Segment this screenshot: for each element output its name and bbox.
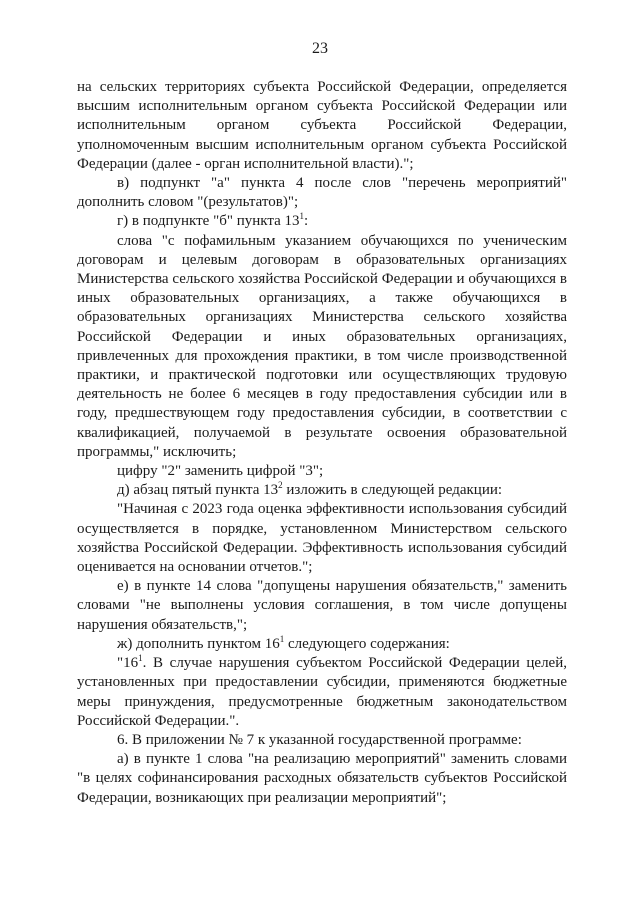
paragraph-text: "16 (117, 655, 139, 672)
paragraph-p1 (77, 78, 567, 174)
document-body (77, 78, 567, 808)
paragraph-p12 (77, 750, 567, 808)
paragraph-text: : (303, 213, 309, 230)
paragraph-text: "Начиная с 2023 года оценка эффективности использования субсидий осуществляется в порядке, установленном Министерством сельского хозяйства Российской Федерации. Эффективность использования субсидий оценивается на основании отчетов."; (77, 501, 567, 576)
superscript-index: 1 (138, 653, 143, 664)
superscript-index: 1 (279, 633, 285, 644)
paragraph-text: следующего содержания: (284, 635, 450, 652)
paragraph-p4 (77, 232, 567, 462)
paragraph-text: ж) дополнить пунктом 16 (117, 635, 280, 652)
paragraph-text: а) в пункте 1 слова "на реализацию мероприятий" заменить словами "в целях софинансирования расходных обязательств субъектов Российской Федерации, возникающих при реализации мероприятий"; (77, 751, 567, 806)
paragraph-p2 (77, 174, 567, 212)
paragraph-text: слова "с пофамильным указанием обучающихся по ученическим договорам и целевым договорам в образовательных организациях Министерства сельского хозяйства Российской Федерации и обучающихся в иных образовательных организациях, а также обучающихся в образовательных организациях Министерства сельского хозяйства Российской Федерации и иных образовательных организациях, привлеченных для прохождения практики, в том числе производственной практики, и практической подготовки или осуществляющих трудовую деятельность не более 6 месяцев в году предоставления субсидии или в году, предшествующем году предоставления субсидии, в соответствии с квалификацией, получаемой в результате освоения образовательной программы," исключить; (77, 232, 567, 460)
paragraph-text: цифру "2" заменить цифрой "3"; (117, 463, 324, 480)
superscript-index: 1 (299, 211, 304, 222)
paragraph-text: 6. В приложении № 7 к указанной государственной программе: (117, 731, 522, 748)
page-number: 23 (312, 40, 328, 57)
paragraph-text: . В случае нарушения субъектом Российской Федерации целей, установленных при предоставлении субсидии, применяются бюджетные меры принуждения, предусмотренные бюджетным законодательством Российской Федерации.". (77, 655, 567, 729)
paragraph-p7 (77, 500, 567, 577)
paragraph-p3 (77, 212, 567, 231)
paragraph-text: г) в подпункте "б" пункта 13 (117, 213, 300, 230)
paragraph-p5 (77, 462, 567, 481)
paragraph-p6 (77, 481, 567, 500)
paragraph-text: в) подпункт "а" пункта 4 после слов "перечень мероприятий" дополнить словом "(результатов)"; (77, 175, 567, 211)
paragraph-text: изложить в следующей редакции: (282, 482, 503, 499)
paragraph-text: на сельских территориях субъекта Российской Федерации, определяется высшим исполнительным органом субъекта Российской Федерации или исполнительным органом субъекта Российской Федерации, уполномоченным высшим исполнительным органом субъекта Российской Федерации (далее - орган исполнительной власти)."; (77, 79, 567, 172)
paragraph-p8 (77, 577, 567, 635)
paragraph-text: д) абзац пятый пункта 13 (117, 482, 279, 499)
paragraph-p11 (77, 731, 567, 750)
superscript-index: 2 (278, 480, 283, 491)
paragraph-p9 (77, 635, 567, 654)
paragraph-p10 (77, 654, 567, 731)
paragraph-text: е) в пункте 14 слова "допущены нарушения обязательств," заменить словами "не выполнены условия соглашения, в том числе допущены нарушения обязательств,"; (77, 578, 567, 633)
